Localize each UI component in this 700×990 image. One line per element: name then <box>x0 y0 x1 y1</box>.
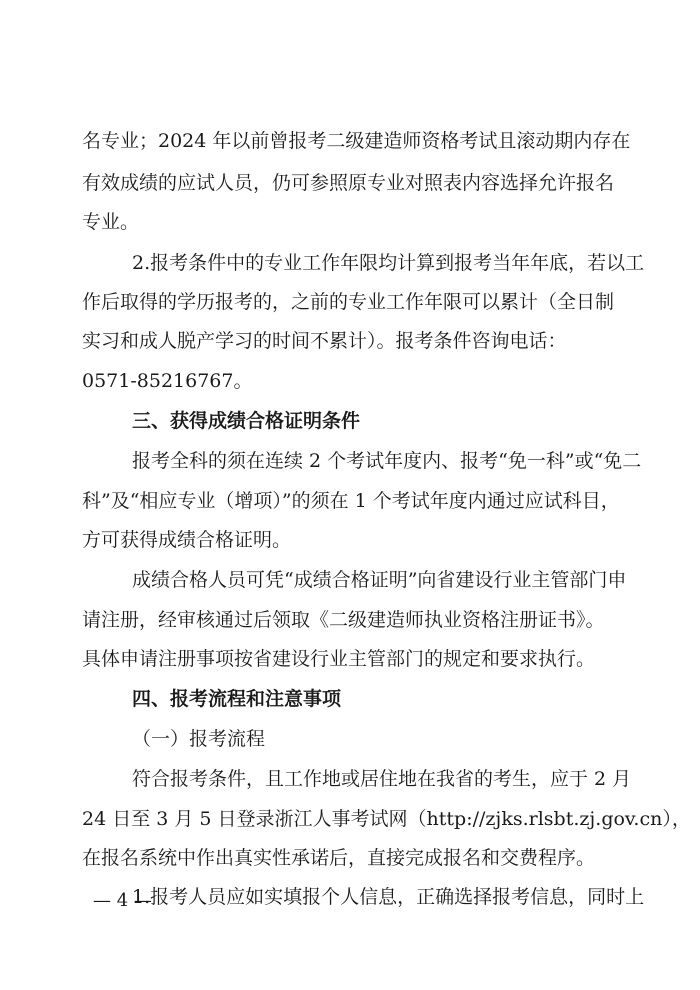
paragraph-line: 2.报考条件中的专业工作年限均计算到报考当年年底，若以工 <box>132 252 645 274</box>
paragraph-line: 24 日至 3 月 5 日登录浙江人事考试网（http://zjks.rlsbt.zj.gov.cn）， <box>82 808 691 830</box>
paragraph-line: 实习和成人脱产学习的时间不累计）。报考条件咨询电话： <box>82 330 567 352</box>
paragraph-line: 报考全科的须在连续 2 个考试年度内、报考“免一科”或“免二 <box>132 450 642 472</box>
paragraph-line: 具体申请注册事项按省建设行业主管部门的规定和要求执行。 <box>82 648 596 670</box>
page-number: — 4 — <box>93 890 152 911</box>
paragraph-line: 在报名系统中作出真实性承诺后，直接完成报名和交费程序。 <box>82 847 596 869</box>
subsection-heading: （一）报考流程 <box>132 728 266 750</box>
paragraph-line: 方可获得成绩合格证明。 <box>82 529 292 551</box>
paragraph-line: 专业。 <box>82 211 140 233</box>
paragraph-line: 科”及“相应专业（增项）”的须在 1 个考试年度内通过应试科目， <box>82 490 620 512</box>
section-heading-4: 四、报考流程和注意事项 <box>132 688 342 710</box>
section-heading-3: 三、获得成绩合格证明条件 <box>132 410 361 432</box>
paragraph-line: 有效成绩的应试人员，仍可参照原专业对照表内容选择允许报名 <box>82 172 615 194</box>
paragraph-line: 0571-85216767。 <box>82 370 253 392</box>
paragraph-line: 成绩合格人员可凭“成绩合格证明”向省建设行业主管部门申 <box>132 569 627 591</box>
paragraph-line: 请注册，经审核通过后领取《二级建造师执业资格注册证书》。 <box>82 609 605 631</box>
paragraph-line: 名专业；2024 年以前曾报考二级建造师资格考试且滚动期内存在 <box>82 130 631 152</box>
paragraph-line: 作后取得的学历报考的，之前的专业工作年限可以累计（全日制 <box>82 291 615 313</box>
paragraph-line: 1.报考人员应如实填报个人信息，正确选择报考信息，同时上 <box>132 886 645 908</box>
paragraph-line: 符合报考条件，且工作地或居住地在我省的考生，应于 2 月 <box>132 768 632 790</box>
